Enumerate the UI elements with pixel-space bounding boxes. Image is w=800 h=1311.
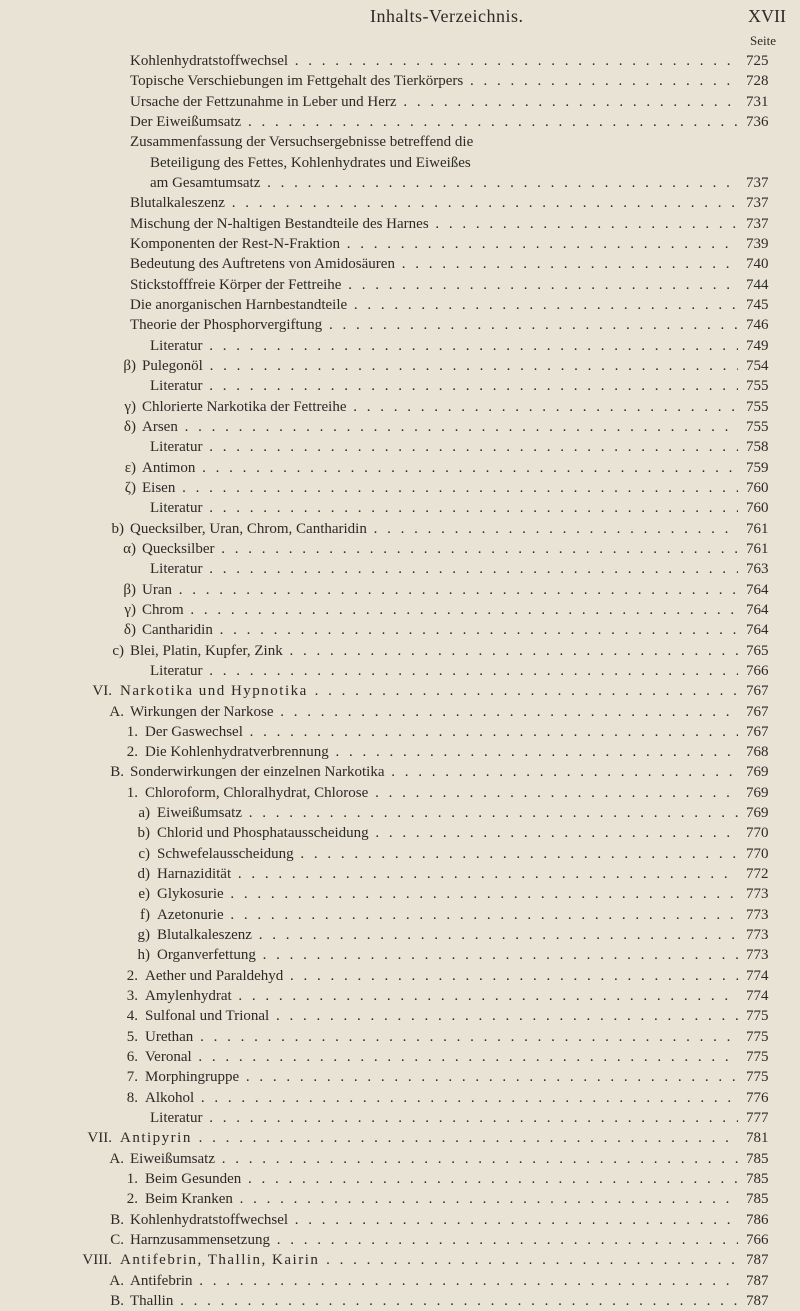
toc-entry [0, 193, 800, 213]
toc-entry [0, 1149, 800, 1169]
toc-entry-number: 7. [126, 1069, 138, 1086]
toc-entry-label: Literatur . . . [150, 559, 738, 579]
toc-entry-label: Uran . . . [142, 580, 738, 600]
toc-entry-number: 2. [126, 967, 138, 984]
toc-entry-page: 754 [746, 357, 769, 374]
toc-entry-page: 766 [746, 1232, 769, 1249]
toc-entry [0, 417, 800, 437]
toc-entry-label: Amylenhydrat . . . [145, 986, 738, 1006]
toc-entry [0, 884, 800, 904]
toc-entry-page: 739 [746, 235, 769, 252]
toc-entry-number: β) [123, 357, 136, 374]
toc-entry-page: 786 [746, 1211, 769, 1228]
toc-entry [0, 71, 800, 91]
toc-entry [0, 254, 800, 274]
toc-entry-page: 746 [746, 317, 769, 334]
toc-entry [0, 458, 800, 478]
toc-entry-label: Glykosurie . . . [157, 884, 738, 904]
toc-entry-number: 2. [126, 744, 138, 761]
toc-entry-label: Pulegonöl . . . [142, 356, 738, 376]
toc-entry [0, 397, 800, 417]
toc-entry-label: Literatur . . . [150, 1108, 738, 1128]
toc-entry-label: Literatur . . . [150, 336, 738, 356]
toc-entry-label: Zusammenfassung der Versuchsergebnisse betreffend die [130, 134, 474, 151]
toc-entry [0, 1250, 800, 1270]
toc-entry [0, 702, 800, 722]
toc-entry-page: 765 [746, 642, 769, 659]
toc-entry [0, 153, 800, 173]
toc-entry [0, 214, 800, 234]
toc-entry-page: 772 [746, 866, 769, 883]
toc-entry-page: 773 [746, 927, 769, 944]
toc-entry-label: Topische Verschiebungen im Fettgehalt des Tierkörpers . . . [130, 71, 738, 91]
toc-entry [0, 1169, 800, 1189]
toc-entry [0, 986, 800, 1006]
toc-entry-page: 767 [746, 703, 769, 720]
toc-entry-label: Die Kohlenhydratverbrennung . . . [145, 742, 738, 762]
toc-entry-label: Chlorierte Narkotika der Fettreihe . . . [142, 397, 738, 417]
toc-entry [0, 51, 800, 71]
toc-entry-page: 766 [746, 662, 769, 679]
toc-entry-label: Wirkungen der Narkose . . . [130, 702, 738, 722]
toc-entry-label: Kohlenhydratstoffwechsel . . . [130, 51, 738, 71]
toc-entry [0, 1128, 800, 1148]
toc-entry-page: 737 [746, 174, 769, 191]
toc-entry-page: 767 [746, 723, 769, 740]
toc-entry [0, 1067, 800, 1087]
toc-entry-page: 770 [746, 825, 769, 842]
page-column-heading: Seite [750, 33, 776, 48]
toc-entry-number: f) [140, 906, 150, 923]
toc-entry-number: 6. [126, 1049, 138, 1066]
toc-entry-number: C. [110, 1232, 124, 1249]
toc-entry [0, 1189, 800, 1209]
toc-entry-page: 769 [746, 805, 769, 822]
toc-entry-label: Literatur . . . [150, 661, 738, 681]
toc-entry [0, 1230, 800, 1250]
toc-entry [0, 600, 800, 620]
toc-entry [0, 356, 800, 376]
toc-entry [0, 681, 800, 701]
toc-entry [0, 966, 800, 986]
toc-entry-page: 725 [746, 53, 769, 69]
toc-entry-number: A. [109, 1150, 124, 1167]
toc-entry-label: Beim Kranken . . . [145, 1189, 738, 1209]
toc-entry-page: 760 [746, 500, 769, 517]
toc-entry-page: 781 [746, 1130, 769, 1147]
toc-entry [0, 823, 800, 843]
toc-entry-label: Mischung der N-haltigen Bestandteile des Harnes . . . [130, 214, 738, 234]
toc-entry-number: 1. [126, 723, 138, 740]
toc-entry [0, 1291, 800, 1311]
toc-entry [0, 580, 800, 600]
toc-entry-number: h) [137, 947, 150, 964]
toc-entry-label: Urethan . . . [145, 1027, 738, 1047]
toc-entry-label: Blutalkaleszenz . . . [130, 193, 738, 213]
toc-entry-page: 767 [746, 683, 769, 700]
toc-entry [0, 742, 800, 762]
toc-entry-label: Harnazidität . . . [157, 864, 738, 884]
toc-entry [0, 844, 800, 864]
toc-entry-number: VIII. [82, 1252, 112, 1269]
toc-entry-page: 770 [746, 845, 769, 862]
toc-entry-label: Theorie der Phosphorvergiftung . . . [130, 315, 738, 335]
toc-entry-page: 764 [746, 622, 769, 639]
toc-entry-number: 3. [126, 988, 138, 1005]
toc-entry-label: Ursache der Fettzunahme in Leber und Herz . . . [130, 92, 738, 112]
toc-entry-number: VI. [92, 683, 112, 700]
toc-entry-label: Sonderwirkungen der einzelnen Narkotika . . . [130, 762, 738, 782]
toc-entry-label: Arsen . . . [142, 417, 738, 437]
toc-entry-page: 731 [746, 93, 769, 110]
toc-entry [0, 905, 800, 925]
toc-entry-number: a) [138, 805, 150, 822]
toc-entry-number: B. [110, 1293, 124, 1310]
toc-entry-page: 785 [746, 1150, 769, 1167]
toc-entry-label: Der Gaswechsel . . . [145, 722, 738, 742]
toc-entry [0, 92, 800, 112]
toc-entry [0, 641, 800, 661]
toc-entry [0, 336, 800, 356]
toc-entry-number: δ) [123, 418, 136, 435]
toc-entry-page: 769 [746, 784, 769, 801]
toc-entry-number: b) [137, 825, 150, 842]
toc-entry-label: Literatur . . . [150, 437, 738, 457]
toc-entry-number: ζ) [124, 479, 136, 496]
toc-entry-label: Eisen . . . [142, 478, 738, 498]
toc-entry-number: c) [138, 845, 150, 862]
toc-entry-page: 773 [746, 906, 769, 923]
toc-entry-number: γ) [124, 601, 136, 618]
toc-entry-number: 5. [126, 1028, 138, 1045]
toc-entry-label: Antipyrin . . . [120, 1128, 738, 1148]
toc-entry-page: 769 [746, 764, 769, 781]
toc-entry [0, 864, 800, 884]
toc-entry-page: 764 [746, 601, 769, 618]
toc-entry-label: Beim Gesunden . . . [145, 1169, 738, 1189]
toc-entry-number: c) [112, 642, 124, 659]
toc-entry-label: Organverfettung . . . [157, 945, 738, 965]
toc-entry-label: Quecksilber . . . [142, 539, 738, 559]
toc-entry [0, 519, 800, 539]
toc-entry-page: 737 [746, 195, 769, 212]
toc-entry-label: Die anorganischen Harnbestandteile . . . [130, 295, 738, 315]
toc-entry-number: d) [137, 866, 150, 883]
toc-entry-page: 745 [746, 296, 769, 313]
toc-entry-label: Chlorid und Phosphatausscheidung . . . [157, 823, 738, 843]
toc-entry-page: 775 [746, 1028, 769, 1045]
toc-entry-label: Cantharidin . . . [142, 620, 738, 640]
toc-entry [0, 722, 800, 742]
toc-entry-label: am Gesamtumsatz . . . [150, 173, 738, 193]
toc-entry [0, 376, 800, 396]
toc-entry [0, 762, 800, 782]
toc-entry [0, 275, 800, 295]
toc-entry-number: B. [110, 764, 124, 781]
toc-entry-page: 737 [746, 215, 769, 232]
toc-entry-page: 775 [746, 1049, 769, 1066]
toc-entry-page: 755 [746, 418, 769, 435]
toc-entry [0, 234, 800, 254]
toc-entry-page: 755 [746, 378, 769, 395]
toc-entry-label: Bedeutung des Auftretens von Amidosäuren . . . [130, 254, 738, 274]
toc-entry [0, 437, 800, 457]
toc-entry [0, 1271, 800, 1291]
toc-entry-number: VII. [87, 1130, 112, 1147]
toc-entry-page: 736 [746, 113, 769, 130]
toc-entry-page: 759 [746, 459, 769, 476]
toc-entry-label: Eiweißumsatz . . . [130, 1149, 738, 1169]
toc-entry [0, 1027, 800, 1047]
toc-entry-page: 744 [746, 276, 769, 293]
toc-entry [0, 498, 800, 518]
toc-entry [0, 478, 800, 498]
toc-entry-page: 773 [746, 947, 769, 964]
table-of-contents [0, 51, 800, 1311]
toc-entry-label: Narkotika und Hypnotika . . . [120, 681, 738, 701]
toc-entry-number: A. [109, 1272, 124, 1289]
toc-entry-number: 2. [126, 1191, 138, 1208]
toc-entry-label: Schwefelausscheidung . . . [157, 844, 738, 864]
toc-entry-page: 787 [746, 1272, 769, 1289]
toc-entry-number: B. [110, 1211, 124, 1228]
toc-entry-page: 775 [746, 1008, 769, 1025]
toc-entry [0, 112, 800, 132]
toc-entry-page: 773 [746, 886, 769, 903]
toc-entry-number: γ) [124, 398, 136, 415]
toc-entry-page: 761 [746, 520, 769, 537]
toc-entry-label: Literatur . . . [150, 376, 738, 396]
toc-entry-number: 1. [126, 784, 138, 801]
toc-entry-number: 4. [126, 1008, 138, 1025]
toc-entry-page: 749 [746, 337, 769, 354]
toc-entry-page: 761 [746, 540, 769, 557]
toc-entry-page: 775 [746, 1069, 769, 1086]
toc-entry-number: 8. [126, 1089, 138, 1106]
toc-entry [0, 1210, 800, 1230]
toc-entry-label: Antimon . . . [142, 458, 738, 478]
toc-entry-page: 787 [746, 1252, 769, 1269]
toc-entry-label: Antifebrin, Thallin, Kairin . . . [120, 1250, 738, 1270]
toc-entry-number: 1. [126, 1171, 138, 1188]
toc-entry-number: β) [123, 581, 136, 598]
toc-entry-label: Chrom . . . [142, 600, 738, 620]
toc-entry [0, 1006, 800, 1026]
toc-entry-page: 787 [746, 1293, 769, 1310]
toc-entry [0, 315, 800, 335]
toc-entry-label: Alkohol . . . [145, 1088, 738, 1108]
toc-entry-page: 774 [746, 988, 769, 1005]
toc-entry-page: 758 [746, 439, 769, 456]
toc-entry-number: δ) [123, 622, 136, 639]
toc-entry-page: 728 [746, 73, 769, 90]
toc-entry [0, 783, 800, 803]
toc-entry-label: Sulfonal und Trional . . . [145, 1006, 738, 1026]
toc-entry [0, 620, 800, 640]
page-header [0, 6, 800, 30]
toc-entry-label: Literatur . . . [150, 498, 738, 518]
toc-entry-page: 774 [746, 967, 769, 984]
toc-entry-label: Chloroform, Chloralhydrat, Chlorose . . . [145, 783, 738, 803]
toc-entry-label: Eiweißumsatz . . . [157, 803, 738, 823]
toc-entry-number: α) [123, 540, 136, 557]
toc-entry [0, 173, 800, 193]
toc-entry-number: e) [138, 886, 150, 903]
toc-entry-label: Aether und Paraldehyd . . . [145, 966, 738, 986]
toc-entry-label: Komponenten der Rest-N-Fraktion . . . [130, 234, 738, 254]
toc-entry-page: 776 [746, 1089, 769, 1106]
toc-entry [0, 925, 800, 945]
toc-entry-label: Harnzusammensetzung . . . [130, 1230, 738, 1250]
toc-entry-page: 740 [746, 256, 769, 273]
toc-entry-page: 760 [746, 479, 769, 496]
toc-entry [0, 1088, 800, 1108]
toc-entry-label: Blei, Platin, Kupfer, Zink . . . [130, 641, 738, 661]
toc-entry [0, 1047, 800, 1067]
toc-entry [0, 559, 800, 579]
toc-entry-page: 777 [746, 1110, 769, 1127]
toc-entry-page: 785 [746, 1191, 769, 1208]
toc-entry-label: Quecksilber, Uran, Chrom, Cantharidin . . . [130, 519, 738, 539]
toc-entry [0, 803, 800, 823]
toc-entry [0, 539, 800, 559]
toc-entry-number: A. [109, 703, 124, 720]
toc-entry-page: 764 [746, 581, 769, 598]
toc-entry-label: Kohlenhydratstoffwechsel . . . [130, 1210, 738, 1230]
toc-entry-label: Azetonurie . . . [157, 905, 738, 925]
toc-entry-page: 763 [746, 561, 769, 578]
toc-entry [0, 132, 800, 152]
header-title: Inhalts-Verzeichnis. [370, 6, 524, 26]
toc-entry-label: Beteiligung des Fettes, Kohlenhydrates und Eiweißes [150, 154, 471, 171]
toc-entry-label: Veronal . . . [145, 1047, 738, 1067]
toc-entry-label: Antifebrin . . . [130, 1271, 738, 1291]
toc-entry-label: Stickstofffreie Körper der Fettreihe . . . [130, 275, 738, 295]
toc-entry-label: Thallin . . . [130, 1291, 738, 1311]
toc-entry-label: Morphingruppe . . . [145, 1067, 738, 1087]
toc-entry [0, 1108, 800, 1128]
toc-entry-number: g) [137, 927, 150, 944]
toc-entry-page: 768 [746, 744, 769, 761]
toc-entry [0, 661, 800, 681]
toc-entry [0, 295, 800, 315]
toc-entry-number: ε) [124, 459, 136, 476]
toc-entry-number: b) [111, 520, 124, 537]
toc-entry-label: Der Eiweißumsatz . . . [130, 112, 738, 132]
toc-entry [0, 945, 800, 965]
toc-entry-page: 785 [746, 1171, 769, 1188]
toc-entry-page: 755 [746, 398, 769, 415]
toc-entry-label: Blutalkaleszenz . . . [157, 925, 738, 945]
header-page-number: XVII [748, 6, 786, 26]
